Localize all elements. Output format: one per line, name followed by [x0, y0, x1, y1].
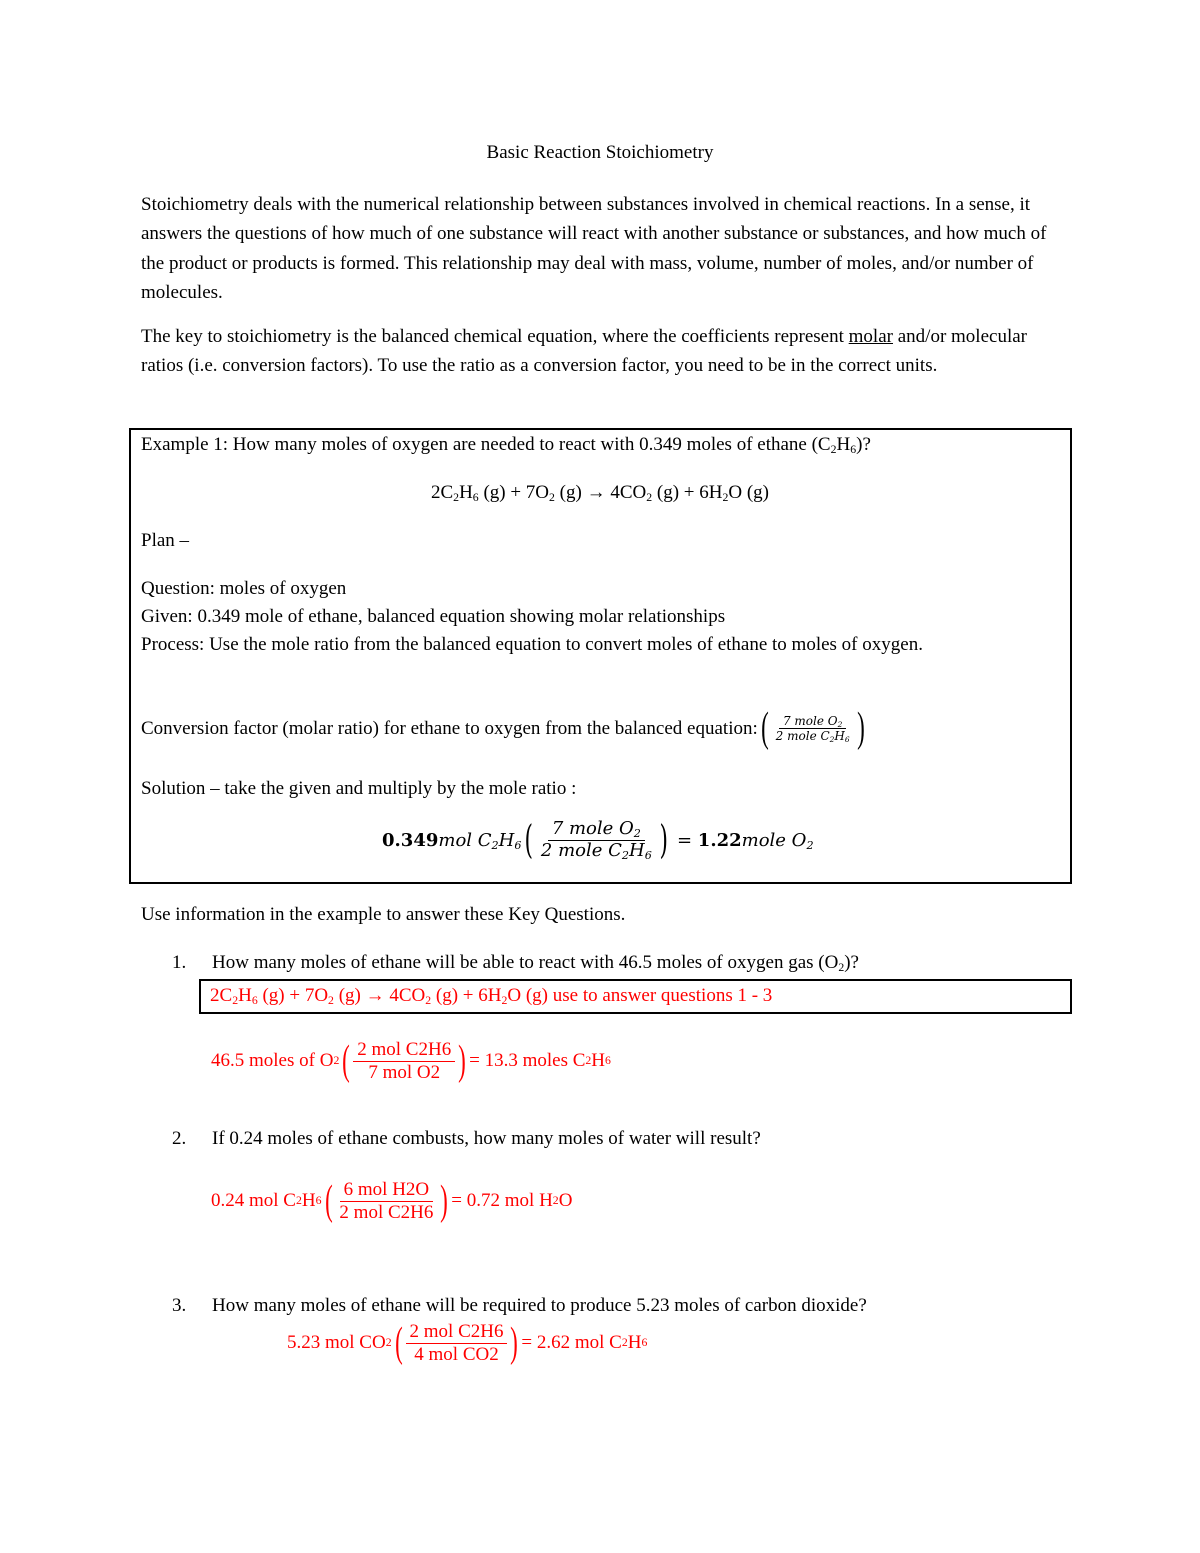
intro-paragraph-2: The key to stoichiometry is the balanced chemical equation, where the coefficients represent molar and/or molecular ratios (i.e. conversion factors). To use the ratio as a conversion factor, you need to be in the correct units.: [141, 326, 1027, 377]
answer-3: 5.23 mol CO 2 ( $\frac{\text{2 mol C2H6}}{\text{4 mol CO2}}$ ) = 2.62 mol C 2 H 6: [287, 1319, 648, 1366]
question-2: 2. If 0.24 moles of ethane combusts, how many moles of water will result?: [172, 1128, 761, 1149]
question-3: 3. How many moles of ethane will be required to produce 5.23 moles of carbon dioxide?: [172, 1295, 867, 1316]
balanced-equation: $2C_2H_6$ $(g) + 7O_2$ $(g) \to 4CO_2$ $(g) + 6H_2O$ (g): [430, 482, 769, 504]
conversion-factor: Conversion factor (molar ratio) for ethane to oxygen from the balanced equation: ( $\frac{7 mole O_2}{2 mole C_2H_6}$ ): [141, 705, 865, 751]
key-questions-intro: Use information in the example to answer these Key Questions.: [141, 904, 626, 925]
answer-2: 0.24 mol C 2 H 6 ( $\frac{\text{6 mol H2O}}{\text{2 mol C2H6}}$ ) = 0.72 mol H 2 O: [211, 1177, 573, 1224]
example-question: Example 1: How many moles of oxygen are needed to react with 0.349 moles of ethane $(C_2H_6)$?: [141, 434, 871, 456]
solution-equation: 0.349 mol $C_2H_6$ ( $\frac{7 mole O_2}{2 mole C_2H_6}$ ) = 1.22 mole $O_2$: [382, 816, 814, 863]
page-title: Basic Reaction Stoichiometry: [486, 142, 714, 163]
plan-given: Given: 0.349 mole of ethane, balanced equation showing molar relationships: [141, 606, 726, 627]
plan-question: Question: moles of oxygen: [141, 578, 347, 599]
conversion-ratio-fraction: $\frac{7 mole O_2}{2 mole C_2H_6}$: [775, 713, 850, 745]
plan-process: Process: Use the mole ratio from the balanced equation to convert moles of ethane to moles of oxygen.: [141, 634, 923, 655]
question-1: 1. How many moles of ethane will be able to react with 46.5 moles of oxygen gas $(O_2)$?: [172, 952, 859, 974]
plan-label: Plan –: [141, 530, 190, 551]
answer-1: 46.5 moles of O 2 ( $\frac{\text{2 mol C2H6}}{\text{7 mol O2}}$ ) = 13.3 moles C 2 H 6: [211, 1037, 611, 1084]
equation-note: $2C_2H_6$ $(g) + 7O_2$ $(g) \to 4CO_2$ $(g) + 6H_2O$ (g) use to answer questions 1 - 3: [210, 985, 773, 1007]
intro-paragraph-1: Stoichiometry deals with the numerical relationship between substances involved in chemical reactions. In a sense, it answers the questions of how much of one substance will react with another substance or substances, and how much of the product or products is formed. This relationship may deal with mass, volume, number of moles, and/or number of molecules.: [141, 194, 1047, 303]
solution-label: Solution – take the given and multiply by the mole ratio :: [141, 778, 577, 799]
